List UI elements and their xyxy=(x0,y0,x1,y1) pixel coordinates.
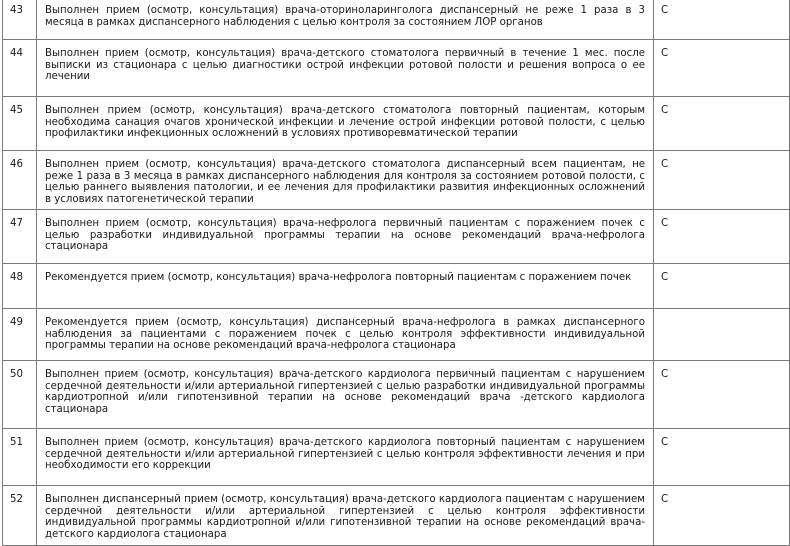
row-number: 44 xyxy=(3,40,37,97)
criterion-text: Выполнен прием (осмотр, консультация) врача-детского стоматолога первичный в течение 1 мес. после выписки из стационара с целью диагностики острой инфекции ротовой полости и решения вопроса о ее лечении xyxy=(37,40,654,97)
row-number: 50 xyxy=(3,361,37,429)
row-number: 48 xyxy=(3,264,37,309)
criterion-text: Выполнен прием (осмотр, консультация) врача-оториноларинголога диспансерный не реже 1 раза в 3 месяца в рамках диспансерного наблюдения с целью контроля за состоянием ЛОР органов xyxy=(37,0,654,40)
evidence-level: C xyxy=(654,264,790,309)
evidence-level: C xyxy=(654,151,790,210)
criterion-text: Выполнен диспансерный прием (осмотр, консультация) врача-детского кардиолога пациентам с нарушением сердечной деятельности и/или артериальной гипертензией с целью контроля эффективности индивидуальной программы кардиотропной и/или гипотензивной терапии на основе рекомендаций врача-детского кардиолога стационара xyxy=(37,486,654,546)
table-row xyxy=(3,429,790,486)
row-number: 43 xyxy=(3,0,37,40)
table-row xyxy=(3,0,790,40)
criterion-text: Выполнен прием (осмотр, консультация) врача-детского кардиолога повторный пациентам с нарушением сердечной деятельности и/или артериальной гипертензией с целью контроля эффективности лечения и при необходимости его коррекции xyxy=(37,429,654,486)
table-row xyxy=(3,97,790,151)
criterion-text: Выполнен прием (осмотр, консультация) врача-детского стоматолога повторный пациентам, которым необходима санация очагов хронической инфекции и лечение острой инфекции ротовой полости, с целью профилактики инфекционных осложнений в условиях противоревматической терапии xyxy=(37,97,654,151)
table-row xyxy=(3,361,790,429)
table-row xyxy=(3,151,790,210)
criterion-text: Выполнен прием (осмотр, консультация) врача-детского стоматолога диспансерный всем пациентам, не реже 1 раза в 3 месяца в рамках диспансерного наблюдения для контроля за состоянием ротовой полости, с целью раннего выявления патологии, и ее лечения для профилактики развития инфекционных осложнений в условиях патогенетической терапии xyxy=(37,151,654,210)
table-row xyxy=(3,309,790,361)
table-row xyxy=(3,40,790,97)
evidence-level: C xyxy=(654,361,790,429)
row-number: 46 xyxy=(3,151,37,210)
evidence-level: C xyxy=(654,486,790,546)
row-number: 45 xyxy=(3,97,37,151)
criterion-text: Выполнен прием (осмотр, консультация) врача-детского кардиолога первичный пациентам с нарушением сердечной деятельности и/или артериальной гипертензией с целью разработки индивидуальной программы кардиотропной и/или гипотензивной терапии на основе рекомендаций врача -детского кардиолога стационара xyxy=(37,361,654,429)
criterion-text: Рекомендуется прием (осмотр, консультация) врача-нефролога повторный пациентам с поражением почек xyxy=(37,264,654,309)
table-row xyxy=(3,264,790,309)
evidence-level: C xyxy=(654,97,790,151)
row-number: 51 xyxy=(3,429,37,486)
row-number: 47 xyxy=(3,210,37,264)
table-row xyxy=(3,486,790,546)
evidence-level xyxy=(654,309,790,361)
evidence-level: C xyxy=(654,0,790,40)
evidence-level: C xyxy=(654,429,790,486)
row-number: 49 xyxy=(3,309,37,361)
table-row xyxy=(3,210,790,264)
criteria-table xyxy=(2,0,790,546)
row-number: 52 xyxy=(3,486,37,546)
evidence-level: C xyxy=(654,210,790,264)
criterion-text: Рекомендуется прием (осмотр, консультация) диспансерный врача-нефролога в рамках диспансерного наблюдения за пациентами с поражением почек с целью контроля эффективности индивидуальной программы терапии на основе рекомендаций врача-нефролога стационара xyxy=(37,309,654,361)
evidence-level: C xyxy=(654,40,790,97)
criterion-text: Выполнен прием (осмотр, консультация) врача-нефролога первичный пациентам с поражением почек с целью разработки индивидуальной программы терапии на основе рекомендаций врача-нефролога стационара xyxy=(37,210,654,264)
